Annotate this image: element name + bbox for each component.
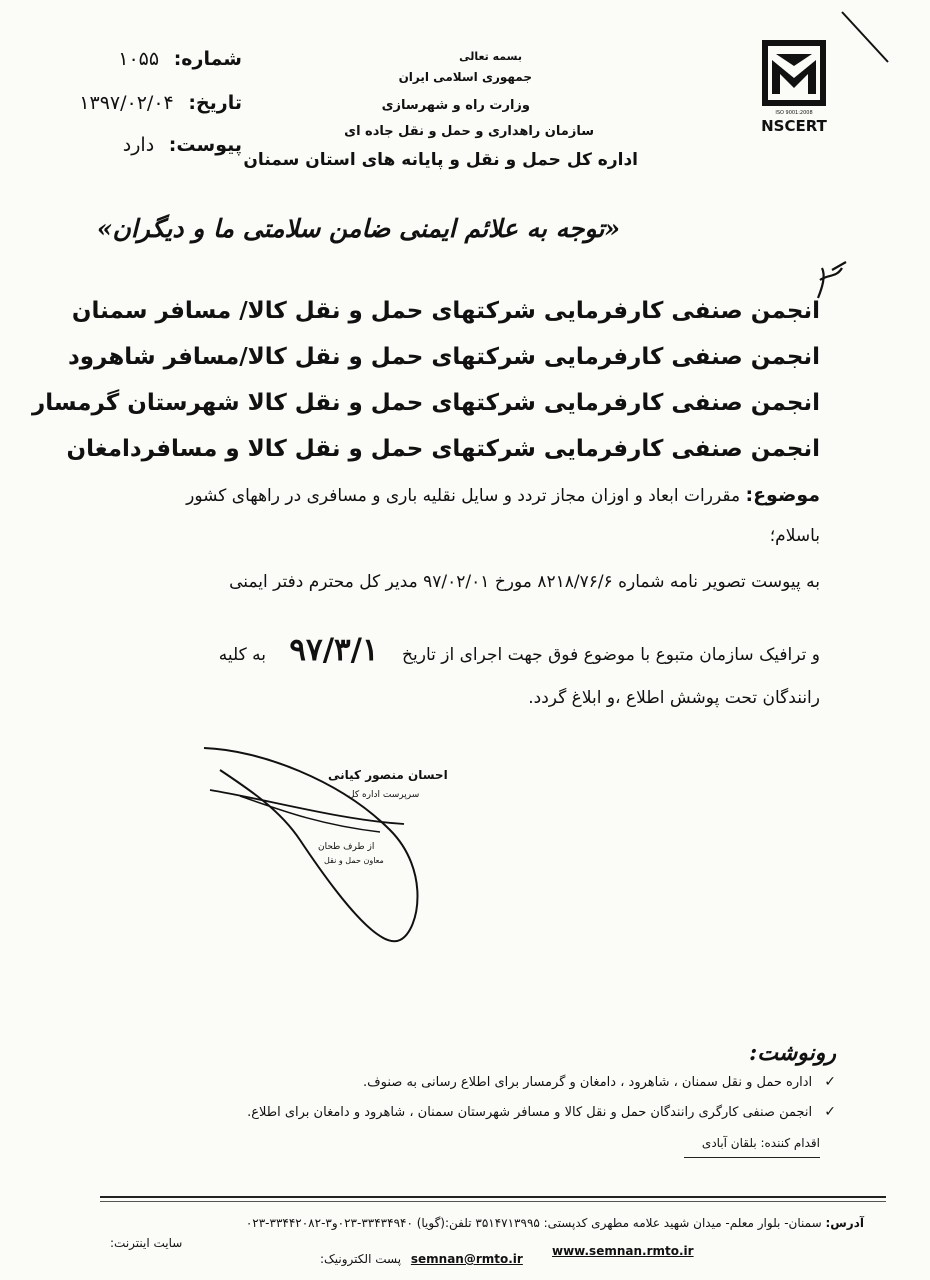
subject bbox=[148, 480, 820, 511]
letter-attachment bbox=[123, 134, 242, 156]
letter-date bbox=[79, 92, 242, 114]
cc-item-1-text: اداره حمل و نقل سمنان ، شاهرود ، دامغان و گرمسار برای اطلاع رسانی به صنوف. bbox=[363, 1075, 813, 1090]
email-link[interactable]: semnan@rmto.ir bbox=[410, 1252, 523, 1266]
safety-motto: «توجه به علائم ایمنی ضامن سلامتی ما و دیگران» bbox=[96, 214, 620, 243]
footer-email bbox=[320, 1252, 523, 1266]
check-icon: ✓ bbox=[824, 1104, 836, 1120]
greeting: باسلام؛ bbox=[769, 526, 820, 546]
organization-name: سازمان راهداری و حمل و نقل جاده ای bbox=[344, 124, 594, 139]
action-by: اقدام کننده: بلقان آبادی bbox=[701, 1136, 820, 1150]
pen-mark bbox=[836, 8, 896, 68]
execution-date: ۹۷/۳/۱ bbox=[289, 632, 379, 668]
footer-address bbox=[246, 1216, 864, 1230]
recipient-3: انجمن صنفی کارفرمایی شرکتهای حمل و نقل کالا شهرستان گرمسار bbox=[32, 390, 820, 416]
attachment-value: دارد bbox=[122, 134, 155, 156]
date-label: تاریخ: bbox=[188, 92, 242, 114]
footer-divider bbox=[100, 1196, 886, 1198]
cc-item-2-text: انجمن صنفی کارگری رانندگان حمل و نقل کالا و مسافر شهرستان سمنان ، شاهرود و دامغان برای اطلاع. bbox=[247, 1105, 813, 1120]
office-name: اداره کل حمل و نقل و پایانه های استان سمنان bbox=[243, 150, 638, 170]
country-name: جمهوری اسلامی ایران bbox=[398, 70, 532, 84]
email-label: پست الکترونیک: bbox=[320, 1252, 402, 1266]
ministry-name: وزارت راه و شهرسازی bbox=[381, 98, 530, 113]
recipient-4: انجمن صنفی کارفرمایی شرکتهای حمل و نقل کالا و مسافردامغان bbox=[66, 436, 820, 462]
stamp-line-1: از طرف طحان bbox=[318, 842, 375, 852]
logo-iso: ISO 9001:2008 bbox=[775, 110, 813, 116]
check-icon: ✓ bbox=[824, 1074, 836, 1090]
signer-name: احسان منصور کیانی bbox=[328, 768, 448, 782]
nscert-logo bbox=[752, 38, 836, 138]
body-line-2 bbox=[219, 632, 820, 668]
subject-text: مقررات ابعاد و اوزان مجاز تردد و سایل نقلیه باری و مسافری در راههای کشور bbox=[186, 486, 741, 506]
body-line-2b: به کلیه bbox=[218, 645, 266, 665]
body-line-3: رانندگان تحت پوشش اطلاع ،و ابلاغ گردد. bbox=[528, 688, 820, 708]
divider bbox=[684, 1157, 820, 1158]
cc-item-2 bbox=[247, 1104, 836, 1120]
recipient-1: انجمن صنفی کارفرمایی شرکتهای حمل و نقل کالا/ مسافر سمنان bbox=[71, 298, 820, 324]
letter-number bbox=[118, 48, 242, 70]
body-line-1: به پیوست تصویر نامه شماره ۸۲۱۸/۷۶/۶ مورخ ۹۷/۰۲/۰۱ مدیر کل محترم دفتر ایمنی bbox=[229, 572, 820, 592]
address-label: آدرس: bbox=[825, 1216, 864, 1230]
footer-website[interactable] bbox=[552, 1244, 694, 1258]
number-value: ۱۰۵۵ bbox=[118, 48, 160, 70]
date-value: ۱۳۹۷/۰۲/۰۴ bbox=[79, 92, 174, 114]
basmala: بسمه تعالی bbox=[459, 50, 522, 63]
logo-text: NSCERT bbox=[761, 117, 827, 135]
address-text: سمنان- بلوار معلم- میدان شهید علامه مطهری کدپستی: ۳۵۱۴۷۱۳۹۹۵ تلفن:(گویا) ۳۳۴۳۴۹۴۰-۰۲۳و۳-۳۳۴۴۲۰۸۲-۰۲۳ bbox=[245, 1216, 822, 1230]
website-link[interactable]: www.semnan.rmto.ir bbox=[552, 1244, 694, 1258]
recipient-2: انجمن صنفی کارفرمایی شرکتهای حمل و نقل کالا/مسافر شاهرود bbox=[67, 344, 820, 370]
body-line-2a: و ترافیک سازمان متبوع با موضوع فوق جهت اجرای از تاریخ bbox=[402, 645, 820, 665]
stamp-line-2: معاون حمل و نقل bbox=[324, 856, 384, 865]
attachment-label: پیوست: bbox=[168, 134, 242, 156]
footer-divider-thin bbox=[100, 1201, 886, 1202]
footer-website-label: سایت اینترنت: bbox=[110, 1236, 183, 1250]
number-label: شماره: bbox=[173, 48, 242, 70]
cc-item-1 bbox=[363, 1074, 836, 1090]
signer-title: سرپرست اداره کل bbox=[348, 790, 420, 800]
cc-title: رونوشت: bbox=[749, 1040, 836, 1066]
subject-label: موضوع: bbox=[745, 484, 820, 506]
